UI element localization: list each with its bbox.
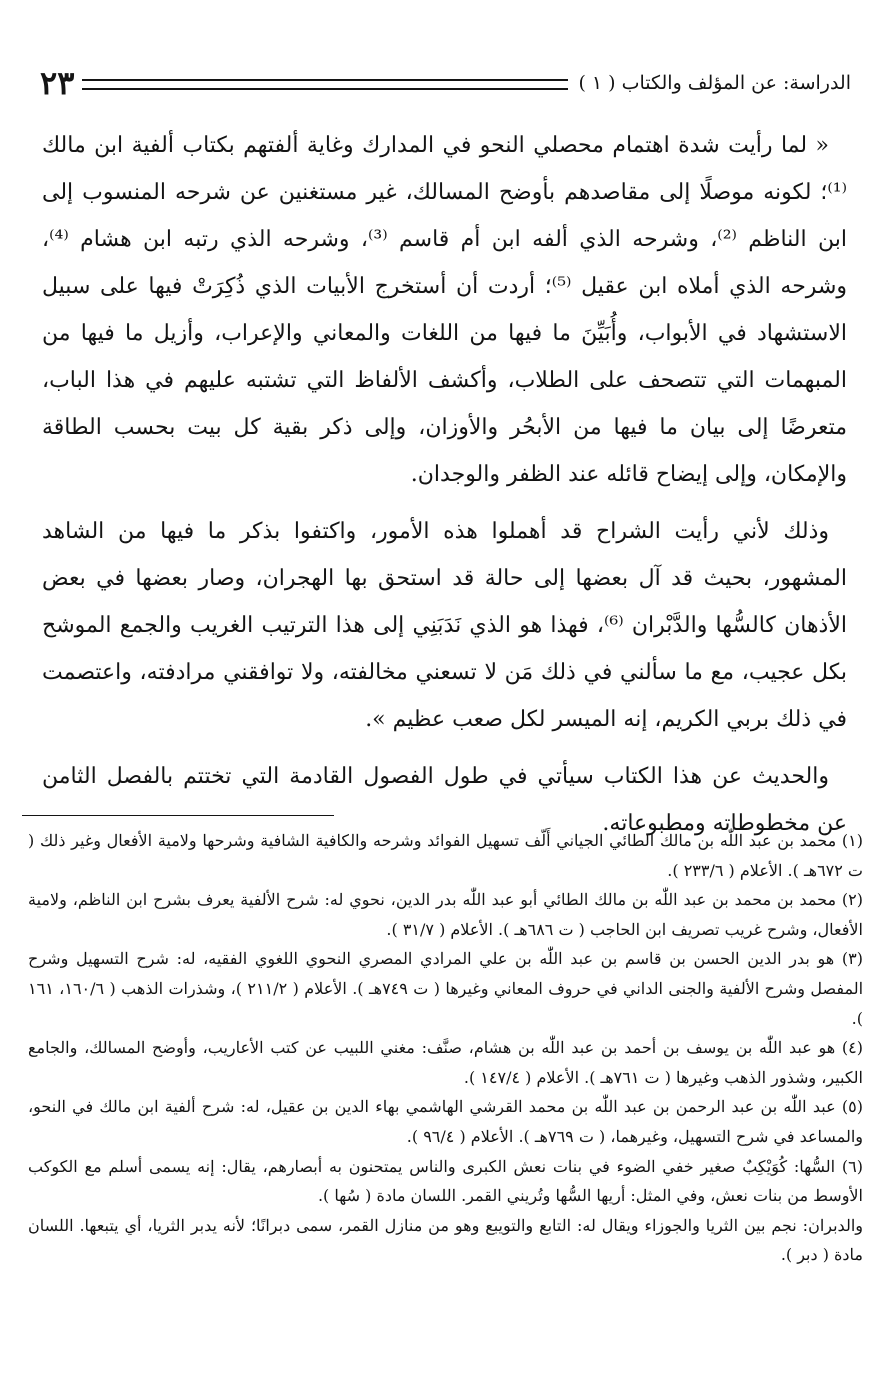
footnote-5: (٥) عبد اللّٰه بن عبد الرحمن بن عبد اللّٰه بن محمد القرشي الهاشمي بهاء الدين بن عقيل، له: شرح ألفية ابن مالك في النحو، والمساعد في شرح التسهيل، وغيرهما، ( ت ٧٦٩هـ ). الأعلام ( ٩٦/٤ ). <box>28 1097 863 1146</box>
footnote-3: (٣) هو بدر الدين الحسن بن قاسم بن عبد اللّٰه بن علي المرادي المصري النحوي اللغوي الفقيه، له: شرح التسهيل وشرح المفصل وشرح الألفية والجنى الداني في حروف المعاني وغيرها ( ت ٧٤٩هـ ). الأعلام ( ٢١١/٢ )، وشذرات الذهب ( ١٦٠/٦، ١٦١ ). <box>28 949 864 1028</box>
paragraph-quote-2: وذلك لأني رأيت الشراح قد أهملوا هذه الأمور، واكتفوا بذكر ما فيها من الشاهد المشهور، بحيث قد آل بعضها إلى حالة قد استحق بها الهجران، وصار بعضها في بعض الأذهان كالسُّها والدَّبْران ⁽⁶⁾، فهذا هو الذي نَدَبَنِي إلى هذا الترتيب الغريب والجمع الموشح بكل عجيب، مع ما سألني في ذلك مَن لا تسعني مخالفته، ولا توافقني مرادفته، واعتصمت في ذلك بربي الكريم، إنه الميسر لكل صعب عظيم ». <box>42 519 847 732</box>
footnote-6-continued: والدبران: نجم بين الثريا والجوزاء ويقال له: التابع والتويبع وهو من منازل القمر، سمى دبرانًا؛ لأنه يدبر الثريا، أي يتبعها. اللسان مادة ( دبر ). <box>28 1215 863 1265</box>
footnote-separator <box>22 815 334 816</box>
page-header <box>40 66 851 100</box>
footnotes <box>28 826 863 1270</box>
footnote-4: (٤) هو عبد اللّٰه بن يوسف بن أحمد بن عبد اللّٰه بن هشام، صنَّف: مغني اللبيب عن كتب الأعاريب، وأوضح المسالك، والجامع الكبير، وشذور الذهب وغيرها ( ت ٧٦١هـ ). الأعلام ( ١٤٧/٤ ). <box>28 1038 863 1087</box>
footnote-1: (١) محمد بن عبد اللّٰه بن مالك الطائي الجياني أَلّف تسهيل الفوائد وشرحه والكافية الشافية وشرحها ولامية الأفعال وغير ذلك ( ت ٦٧٢هـ ). الأعلام ( ٢٣٣/٦ ). <box>28 831 864 880</box>
main-text <box>42 122 847 847</box>
running-header-title: الدراسة: عن المؤلف والكتاب ( ١ ) <box>578 72 851 94</box>
footnote-6: (٦) السُّها: كُوَيْكِبٌ صغير خفي الضوء في بنات نعش الكبرى والناس يمتحنون به أبصارهم، يقال: إنه يسمى أسلم مع الكوكب الأوسط من بنات نعش، وفي المثل: أريها السُّها وتُريني القمر. اللسان مادة ( سُها ). <box>28 1156 863 1206</box>
footnote-2: (٢) محمد بن محمد بن عبد اللّٰه بن مالك الطائي أبو عبد اللّٰه بدر الدين، نحوي له: شرح الألفية يعرف بشرح ابن الناظم، ولامية الأفعال، وشرح غريب تصريف ابن الحاجب ( ت ٦٨٦هـ ). الأعلام ( ٣١/٧ ). <box>28 890 863 939</box>
header-double-rule <box>82 79 568 90</box>
page-number: ٢٣ <box>40 64 75 102</box>
paragraph-quote-1: « لما رأيت شدة اهتمام محصلي النحو في المدارك وغاية ألفتهم بكتاب ألفية ابن مالك ⁽¹⁾؛ لكونه موصلًا إلى مقاصدهم بأوضح المسالك، غير مستغنين عن شرحه المنسوب إلى ابن الناظم ⁽²⁾، وشرحه الذي ألفه ابن أم قاسم ⁽³⁾، وشرحه الذي رتبه ابن هشام ⁽⁴⁾، وشرحه الذي أملاه ابن عقيل ⁽⁵⁾؛ أردت أن أستخرج الأبيات الذي ذُكِرَتْ فيها على سبيل الاستشهاد في الأبواب، وأُبَيِّنَ ما فيها من اللغات والمعاني والإعراب، وأزيل ما فيها من المبهمات التي تتصحف على الطلاب، وأكشف الألفاظ التي تشتبه عليهم في هذا الباب، متعرضًا إلى بيان ما فيها من الأبحُر والأوزان، وإلى ذكر بقية كل بيت بحسب الطاقة والإمكان، وإلى إيضاح قائله عند الظفر والوجدان. <box>42 133 847 487</box>
paragraph-closing: والحديث عن هذا الكتاب سيأتي في طول الفصول القادمة التي تختتم بالفصل الثامن عن مخطوطاته ومطبوعاته. <box>42 764 847 836</box>
